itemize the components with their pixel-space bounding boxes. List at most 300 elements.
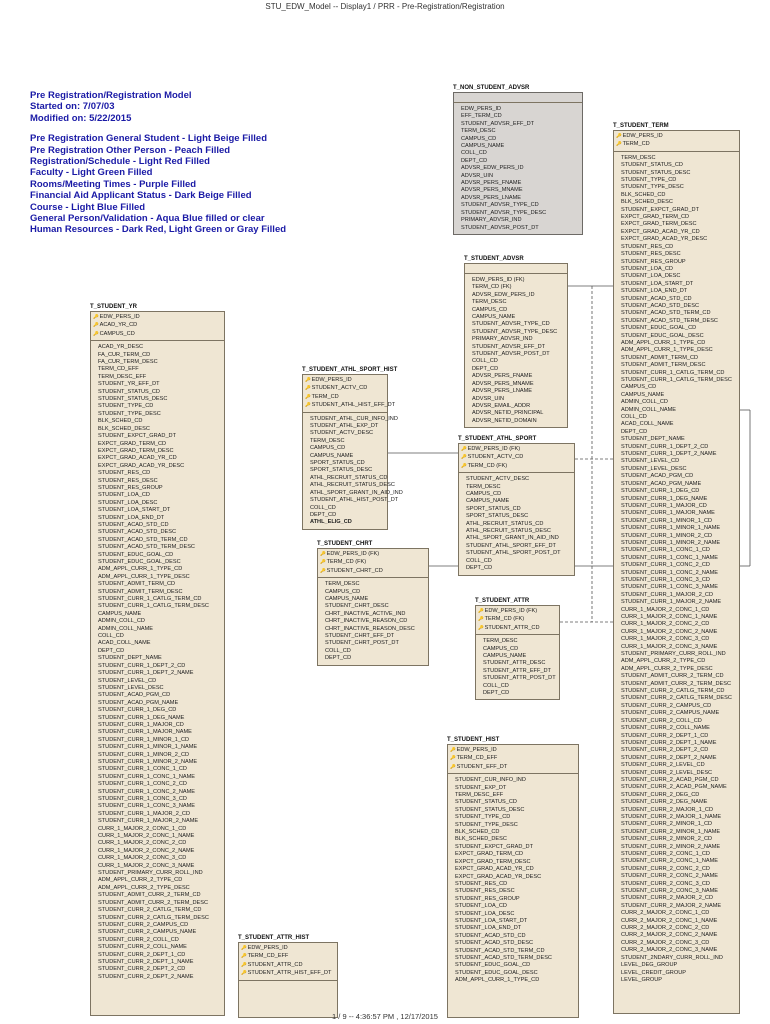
attribute: STUDENT_ATTR_POST_DT bbox=[483, 675, 556, 682]
attribute: STUDENT_LOA_CD bbox=[621, 265, 673, 272]
attribute: STUDENT_CURR_1_CATLG_TERM_CD bbox=[621, 369, 725, 376]
attribute: STUDENT_ADVSR_TYPE_CD bbox=[461, 202, 539, 209]
attribute: CURR_1_MAJOR_2_CONC_2_CD bbox=[621, 621, 710, 628]
attribute: STUDENT_ACAD_STD_TERM_CD bbox=[621, 310, 711, 317]
attribute: STUDENT_PRIMARY_CURR_ROLL_IND bbox=[621, 651, 726, 658]
attribute: STUDENT_CURR_1_DEG_CD bbox=[621, 488, 700, 495]
attribute: TERM_DESC bbox=[621, 154, 656, 161]
legend-color-line: Course - Light Blue Filled bbox=[30, 201, 146, 213]
attribute: STUDENT_STATUS_DESC bbox=[621, 169, 691, 176]
entity-box bbox=[613, 130, 740, 1014]
attribute: STUDENT_CURR_1_CONC_2_NAME bbox=[98, 788, 195, 795]
legend-title-line: Pre Registration/Registration Model bbox=[30, 90, 192, 101]
attribute: EDW_PERS_ID bbox=[461, 106, 502, 112]
attribute: STUDENT_EDUC_GOAL_DESC bbox=[98, 559, 181, 565]
pk-section bbox=[303, 375, 396, 413]
attribute: STUDENT_CURR_1_MAJOR_NAME bbox=[98, 729, 192, 736]
pk-section bbox=[448, 745, 578, 774]
attribute: STUDENT_CURR_1_CATLG_TERM_CD bbox=[98, 596, 202, 603]
attribute: EXPCT_GRAD_ACAD_YR_CD bbox=[621, 228, 700, 235]
attribute: ADVSR_EDW_PERS_ID bbox=[472, 291, 535, 298]
attribute: CAMPUS_CD bbox=[325, 588, 361, 595]
entity-student-attr[interactable] bbox=[475, 597, 560, 700]
entity-title: T_STUDENT_CHRT bbox=[317, 541, 373, 547]
legend-title-line: Modified on: 5/22/2015 bbox=[30, 112, 132, 124]
attribute: STUDENT_CURR_1_CONC_2_CD bbox=[621, 562, 710, 569]
attribute: CURR_1_MAJOR_2_CONC_1_NAME bbox=[98, 833, 195, 840]
attribute: EDW_PERS_ID (FK) bbox=[472, 277, 525, 283]
attribute: STUDENT_RES_DESC bbox=[621, 251, 681, 258]
entity-box bbox=[475, 605, 560, 700]
attribute: ADM_APPL_CURR_2_TYPE_CD bbox=[98, 877, 183, 884]
attribute: CURR_2_MAJOR_2_CONC_2_NAME bbox=[621, 932, 718, 939]
attribute: STUDENT_ATHL_SPORT_POST_DT bbox=[466, 550, 561, 557]
entity-box bbox=[90, 311, 225, 1016]
attribute: STUDENT_ADMIT_CURR_2_TERM_DESC bbox=[98, 899, 209, 906]
attribute: STUDENT_CURR_2_DEPT_1_NAME bbox=[98, 958, 194, 965]
legend-color-line: Financial Aid Applicant Status - Dark Beige Filled bbox=[30, 190, 252, 202]
attribute: ADVSR_NETID_PRINCIPAL bbox=[472, 410, 544, 417]
attr-list bbox=[303, 413, 403, 529]
entity-student-attr-hist[interactable] bbox=[238, 934, 338, 1018]
attribute: FA_CUR_TERM_CD bbox=[98, 351, 151, 358]
attribute: BLK_SCHED_DESC bbox=[98, 425, 150, 432]
legend-color-line: Pre Registration General Student - Light Beige Filled bbox=[30, 133, 268, 145]
attribute: CAMPUS_NAME bbox=[621, 391, 665, 398]
attribute: STUDENT_ADVSR_POST_DT bbox=[461, 224, 539, 231]
attribute: STUDENT_CURR_2_COLL_CD bbox=[98, 936, 179, 943]
legend-title-line: Started on: 7/07/03 bbox=[30, 101, 115, 113]
attribute: STUDENT_CURR_2_COLL_CD bbox=[621, 717, 702, 724]
attribute: STUDENT_CURR_1_DEG_NAME bbox=[621, 495, 708, 502]
attribute: COLL_CD bbox=[310, 504, 336, 511]
attribute: STUDENT_ADVSR_TYPE_CD bbox=[472, 321, 550, 328]
attribute: STUDENT_ATHL_SPORT_EFF_DT bbox=[466, 542, 556, 549]
pk-section bbox=[476, 606, 559, 635]
attribute: DEPT_CD bbox=[98, 647, 125, 654]
attribute: ATHL_ELIG_CD bbox=[310, 519, 352, 526]
pk-attribute: 🔑 ACAD_YR_CD bbox=[93, 321, 224, 329]
pk-attribute: 🔑 EDW_PERS_ID (FK) bbox=[320, 550, 428, 558]
attribute: SPORT_STATUS_DESC bbox=[466, 513, 529, 520]
attribute: STUDENT_CURR_2_DEPT_1_CD bbox=[621, 732, 709, 739]
attribute: CURR_1_MAJOR_2_CONC_3_CD bbox=[621, 636, 710, 643]
attribute: COLL_CD bbox=[472, 358, 498, 365]
attribute: ATHL_RECRUIT_STATUS_CD bbox=[466, 520, 544, 527]
attribute: STUDENT_ATTR_DESC bbox=[483, 660, 546, 667]
attribute: STUDENT_PRIMARY_CURR_ROLL_IND bbox=[98, 870, 203, 877]
attribute: STUDENT_LOA_DESC bbox=[455, 910, 515, 917]
pk-attribute: 🔑 EDW_PERS_ID bbox=[450, 746, 578, 754]
attribute: STUDENT_EDUC_GOAL_DESC bbox=[455, 969, 538, 976]
attribute: CURR_1_MAJOR_2_CONC_3_NAME bbox=[98, 862, 195, 869]
attribute: STUDENT_CURR_2_CAMPUS_NAME bbox=[98, 929, 197, 936]
attr-list bbox=[465, 274, 567, 427]
pk-attribute: 🔑 TERM_CD (FK) bbox=[320, 558, 428, 566]
pk-attribute: 🔑 TERM_CD_EFF bbox=[450, 754, 578, 762]
attribute: TERM_DESC bbox=[325, 581, 360, 588]
attribute: ATHL_RECRUIT_STATUS_DESC bbox=[310, 482, 395, 489]
attribute: STUDENT_CURR_2_CATLG_TERM_CD bbox=[98, 907, 202, 914]
attribute: STUDENT_LOA_START_DT bbox=[98, 507, 171, 514]
attribute: ADMIN_COLL_CD bbox=[621, 399, 668, 406]
attribute: STUDENT_CURR_2_CATLG_TERM_DESC bbox=[621, 695, 732, 702]
attribute: STUDENT_CURR_1_CONC_3_CD bbox=[98, 796, 187, 802]
attribute: DEPT_CD bbox=[621, 428, 648, 435]
attribute: STUDENT_LOA_START_DT bbox=[455, 917, 528, 924]
attribute: STUDENT_CURR_1_DEPT_2_CD bbox=[98, 662, 186, 669]
attribute: STUDENT_CURR_2_CAMPUS_NAME bbox=[621, 710, 720, 717]
attribute: CAMPUS_NAME bbox=[310, 452, 354, 459]
attribute: TERM_CD_EFF bbox=[98, 366, 139, 373]
attribute: DEPT_CD bbox=[325, 655, 352, 662]
attribute: DEPT_CD bbox=[310, 511, 337, 518]
attribute: STUDENT_CURR_2_DEPT_2_CD bbox=[98, 966, 186, 973]
attribute: ATHL_RECRUIT_STATUS_CD bbox=[310, 474, 388, 481]
attribute: STUDENT_CURR_1_MINOR_1_CD bbox=[621, 517, 713, 524]
attr-list bbox=[476, 635, 559, 699]
attribute: STUDENT_CURR_1_CATLG_TERM_DESC bbox=[98, 603, 209, 610]
legend-color-line: Human Resources - Dark Red, Light Green or Gray Filled bbox=[30, 224, 287, 236]
attribute: STUDENT_CURR_1_MINOR_2_CD bbox=[98, 751, 190, 758]
attribute: STUDENT_EXPCT_GRAD_DT bbox=[98, 433, 177, 440]
attribute: STUDENT_TYPE_CD bbox=[621, 177, 677, 184]
attribute: EXPCT_GRAD_ACAD_YR_DESC bbox=[621, 236, 708, 243]
attribute: STUDENT_ADVSR_TYPE_DESC bbox=[461, 209, 547, 216]
legend-color-line: General Person/Validation - Aqua Blue filled or clear bbox=[30, 213, 265, 225]
pk-section bbox=[465, 264, 567, 274]
attribute: STUDENT_ATTR_EFF_DT bbox=[483, 667, 551, 674]
attribute: STUDENT_LEVEL_DESC bbox=[98, 684, 164, 691]
attribute: ADMIN_COLL_CD bbox=[98, 618, 145, 625]
attribute: STUDENT_EDUC_GOAL_CD bbox=[621, 325, 697, 332]
attribute: STUDENT_ACAD_PGM_CD bbox=[98, 692, 171, 699]
pk-attribute: 🔑 EDW_PERS_ID (FK) bbox=[461, 445, 574, 453]
attribute: COLL_CD bbox=[98, 633, 124, 640]
attribute: EXPCT_GRAD_TERM_DESC bbox=[455, 858, 531, 865]
attribute: STUDENT_CURR_1_MAJOR_CD bbox=[98, 721, 184, 728]
attribute: STUDENT_ACTV_DESC bbox=[310, 430, 374, 437]
attribute: STUDENT_EDUC_GOAL_DESC bbox=[621, 332, 704, 339]
attribute: ADM_APPL_CURR_1_TYPE_DESC bbox=[621, 347, 713, 354]
attribute: STUDENT_EXP_DT bbox=[455, 784, 507, 791]
attribute: STUDENT_LOA_CD bbox=[455, 903, 507, 910]
attribute: STUDENT_TYPE_DESC bbox=[621, 184, 684, 191]
entity-title: T_STUDENT_ATHL_SPORT bbox=[458, 436, 537, 442]
attribute: BLK_SCHED_CD bbox=[455, 829, 500, 836]
attribute: EXPCT_GRAD_ACAD_YR_DESC bbox=[98, 462, 185, 469]
entity-box bbox=[447, 744, 579, 1018]
attribute: STUDENT_RES_GROUP bbox=[98, 484, 163, 491]
attribute: EXPCT_GRAD_ACAD_YR_CD bbox=[98, 455, 177, 462]
attribute: STUDENT_CURR_1_MINOR_1_CD bbox=[98, 736, 190, 743]
attribute: STUDENT_CURR_1_MAJOR_2_NAME bbox=[621, 599, 722, 606]
attr-list bbox=[448, 774, 578, 986]
pk-attribute: 🔑 STUDENT_ATTR_CD bbox=[241, 961, 337, 969]
attribute: TERM_DESC bbox=[472, 299, 507, 306]
attribute: STUDENT_CURR_1_CONC_3_NAME bbox=[98, 803, 195, 810]
attribute: CHRT_INACTIVE_REASON_CD bbox=[325, 618, 408, 625]
attribute: PRIMARY_ADVSR_IND bbox=[472, 336, 533, 343]
legend-color-line: Registration/Schedule - Light Red Filled bbox=[30, 156, 210, 168]
attribute: BLK_SCHED_DESC bbox=[621, 199, 673, 206]
attribute: EXPCT_GRAD_TERM_CD bbox=[621, 214, 690, 221]
attribute: STUDENT_ACAD_PGM_CD bbox=[621, 473, 694, 480]
page-footer: 1 / 9 -- 4:36:57 PM , 12/17/2015 bbox=[332, 1012, 438, 1021]
entity-student-hist[interactable] bbox=[447, 736, 579, 1018]
entity-title: T_STUDENT_ATTR bbox=[475, 598, 530, 604]
attribute: STUDENT_ACAD_STD_TERM_DESC bbox=[98, 544, 195, 551]
pk-attribute: 🔑 STUDENT_EFF_DT bbox=[450, 763, 578, 771]
attribute: STUDENT_CURR_2_CAMPUS_CD bbox=[98, 921, 189, 928]
attribute: STUDENT_TYPE_CD bbox=[98, 403, 154, 410]
attribute: STUDENT_ADMIT_CURR_2_TERM_DESC bbox=[621, 680, 732, 687]
entity-box bbox=[458, 443, 575, 576]
attribute: CURR_2_MAJOR_2_CONC_2_CD bbox=[621, 925, 710, 932]
attribute: TERM_DESC bbox=[461, 128, 496, 135]
attribute: STUDENT_CURR_1_DEG_NAME bbox=[98, 714, 185, 721]
attribute: DEPT_CD bbox=[461, 157, 488, 164]
attribute: ADVSR_PERS_LNAME bbox=[472, 388, 532, 395]
attribute: STUDENT_CURR_1_CONC_2_CD bbox=[98, 781, 187, 788]
attribute: STUDENT_CURR_1_MINOR_1_NAME bbox=[98, 744, 198, 751]
attribute: DEPT_CD bbox=[472, 365, 499, 372]
attribute: STUDENT_CURR_1_MAJOR_2_CD bbox=[98, 810, 191, 817]
attribute: STUDENT_RES_GROUP bbox=[455, 895, 520, 902]
attribute: STUDENT_CURR_2_MINOR_1_CD bbox=[621, 821, 713, 828]
attribute: ADVSR_NETID_DOMAIN bbox=[472, 417, 537, 424]
attribute: DEPT_CD bbox=[466, 565, 493, 572]
attribute: STUDENT_CURR_1_CONC_2_NAME bbox=[621, 569, 718, 576]
attribute: STUDENT_CUR_INFO_IND bbox=[455, 777, 526, 784]
pk-section bbox=[239, 943, 337, 981]
entity-student-yr[interactable] bbox=[90, 303, 225, 1016]
pk-attribute: 🔑 TERM_CD bbox=[305, 393, 387, 401]
attribute: ACAD_COLL_NAME bbox=[98, 640, 151, 647]
attribute: SPORT_STATUS_DESC bbox=[310, 467, 373, 474]
attribute: STUDENT_ADMIT_TERM_DESC bbox=[98, 588, 183, 595]
entity-student-term[interactable] bbox=[613, 122, 740, 1014]
attribute: STUDENT_ACAD_STD_TERM_CD bbox=[455, 947, 545, 954]
attr-list bbox=[91, 341, 224, 983]
entity-student-advsr[interactable] bbox=[464, 255, 568, 428]
pk-attribute: 🔑 EDW_PERS_ID (FK) bbox=[478, 607, 559, 615]
attribute: STUDENT_LOA_END_DT bbox=[98, 514, 165, 521]
attribute: STUDENT_CURR_2_LEVEL_DESC bbox=[621, 769, 713, 776]
attribute: CHRT_INACTIVE_REASON_DESC bbox=[325, 625, 415, 632]
attribute: STUDENT_TYPE_DESC bbox=[455, 821, 518, 828]
attribute: CURR_1_MAJOR_2_CONC_1_CD bbox=[98, 825, 187, 832]
attribute: ACAD_COLL_NAME bbox=[621, 421, 674, 428]
pk-attribute: 🔑 STUDENT_ATTR_HIST_EFF_DT bbox=[241, 969, 337, 977]
attribute: STUDENT_CURR_2_MAJOR_1_NAME bbox=[621, 813, 722, 820]
attribute: TERM_DESC bbox=[466, 483, 501, 490]
entity-title: T_NON_STUDENT_ADVSR bbox=[453, 85, 530, 91]
attribute: CAMPUS_NAME bbox=[483, 653, 527, 660]
attribute: LEVEL_DEG_GROUP bbox=[621, 962, 678, 969]
entity-student-athl-sport[interactable] bbox=[458, 435, 575, 576]
entity-student-athl-sport-hist[interactable] bbox=[302, 366, 403, 530]
attribute: STUDENT_CURR_2_MINOR_1_NAME bbox=[621, 828, 721, 835]
attribute: STUDENT_LEVEL_CD bbox=[621, 458, 680, 465]
attribute: COLL_CD bbox=[621, 414, 647, 421]
attribute: STUDENT_CURR_1_CONC_1_NAME bbox=[621, 554, 718, 561]
pk-attribute: 🔑 STUDENT_ACTV_CD bbox=[305, 384, 387, 392]
legend-color-line: Pre Registration Other Person - Peach Filled bbox=[30, 144, 231, 156]
attribute: STUDENT_CURR_2_DEPT_1_CD bbox=[98, 951, 186, 958]
attribute: STUDENT_CURR_2_CONC_3_NAME bbox=[621, 888, 718, 895]
attribute: STUDENT_ACAD_PGM_NAME bbox=[621, 480, 702, 487]
entity-non-student-advsr[interactable] bbox=[453, 84, 583, 235]
attribute: CAMPUS_NAME bbox=[461, 143, 505, 150]
attribute: STUDENT_CHRT_DESC bbox=[325, 603, 389, 610]
attribute: STUDENT_CURR_2_CONC_1_NAME bbox=[621, 858, 718, 865]
attribute: ADM_APPL_CURR_2_TYPE_DESC bbox=[98, 884, 190, 891]
attribute: ADVSR_UIN bbox=[461, 172, 494, 179]
attribute: CAMPUS_CD bbox=[310, 445, 346, 452]
attribute: STUDENT_CURR_2_ACAD_PGM_NAME bbox=[621, 784, 727, 791]
attribute: CURR_1_MAJOR_2_CONC_3_NAME bbox=[621, 643, 718, 650]
page-header: STU_EDW_Model -- Display1 / PRR - Pre-Registration/Registration bbox=[265, 2, 505, 11]
attribute: STUDENT_RES_CD bbox=[455, 880, 508, 887]
attribute: STUDENT_CURR_2_CAMPUS_CD bbox=[621, 702, 712, 709]
attribute: STUDENT_RES_CD bbox=[621, 243, 674, 250]
attribute: STUDENT_LOA_DESC bbox=[621, 273, 681, 280]
attribute: ADVSR_PERS_MNAME bbox=[472, 380, 534, 387]
attribute: STUDENT_CURR_2_DEPT_1_NAME bbox=[621, 739, 717, 746]
attribute: STUDENT_EXPCT_GRAD_DT bbox=[455, 843, 534, 850]
attribute: STUDENT_ACAD_STD_DESC bbox=[98, 529, 177, 536]
attribute: STUDENT_LOA_END_DT bbox=[621, 288, 688, 295]
attribute: STUDENT_LEVEL_DESC bbox=[621, 465, 687, 472]
attribute: STUDENT_2NDARY_CURR_ROLL_IND bbox=[621, 954, 723, 961]
attribute: STUDENT_CURR_2_CONC_3_CD bbox=[621, 880, 710, 887]
attribute: STUDENT_EDUC_GOAL_CD bbox=[455, 962, 531, 969]
attribute: SPORT_STATUS_CD bbox=[310, 460, 365, 467]
attribute: STUDENT_CURR_1_CONC_3_NAME bbox=[621, 584, 718, 591]
attribute: CAMPUS_CD bbox=[466, 491, 502, 498]
pk-attribute: 🔑 STUDENT_ATTR_CD bbox=[478, 624, 559, 632]
attribute: DEPT_CD bbox=[483, 690, 510, 697]
attribute: ADVSR_PERS_FNAME bbox=[472, 373, 533, 380]
attribute: EXPCT_GRAD_TERM_CD bbox=[98, 440, 167, 447]
pk-attribute: 🔑 STUDENT_CHRT_CD bbox=[320, 567, 428, 575]
attribute: CURR_1_MAJOR_2_CONC_2_NAME bbox=[98, 847, 195, 854]
attribute: STUDENT_LOA_DESC bbox=[98, 499, 158, 506]
attribute: STUDENT_CURR_1_CONC_1_CD bbox=[621, 547, 710, 554]
entity-box bbox=[317, 548, 429, 666]
attribute: STUDENT_CURR_1_CONC_3_CD bbox=[621, 576, 710, 583]
attribute: ADMIN_COLL_NAME bbox=[98, 625, 154, 632]
pk-attribute: 🔑 EDW_PERS_ID bbox=[93, 313, 224, 321]
pk-attribute: 🔑 TERM_CD (FK) bbox=[478, 615, 559, 623]
attribute: STUDENT_CURR_1_MINOR_2_NAME bbox=[98, 758, 198, 765]
attribute: STUDENT_EDUC_GOAL_CD bbox=[98, 551, 174, 558]
attribute: CAMPUS_CD bbox=[461, 135, 497, 142]
attribute: STUDENT_ATHL_EXP_DT bbox=[310, 423, 379, 430]
attribute: STUDENT_STATUS_CD bbox=[98, 388, 160, 395]
attribute: ATHL_SPORT_GRANT_IN_AID_IND bbox=[466, 535, 559, 542]
attribute: ADVSR_UIN bbox=[472, 395, 505, 402]
attribute: CAMPUS_NAME bbox=[325, 596, 369, 603]
attribute: STUDENT_CURR_1_CONC_1_NAME bbox=[98, 773, 195, 780]
attribute: STUDENT_STATUS_CD bbox=[621, 162, 683, 169]
attribute: STUDENT_ACAD_PGM_NAME bbox=[98, 699, 179, 706]
attribute: TERM_DESC_EFF bbox=[455, 792, 504, 799]
attribute: STUDENT_LOA_CD bbox=[98, 492, 150, 499]
pk-section bbox=[91, 312, 224, 341]
attribute: STUDENT_ACAD_STD_DESC bbox=[455, 940, 534, 947]
attribute: STUDENT_EXPCT_GRAD_DT bbox=[621, 206, 700, 213]
attribute: CAMPUS_CD bbox=[621, 384, 657, 391]
attribute: STUDENT_CURR_2_CATLG_TERM_DESC bbox=[98, 914, 209, 921]
attribute: ADM_APPL_CURR_1_TYPE_CD bbox=[455, 977, 540, 984]
legend-color-line: Rooms/Meeting Times - Purple Filled bbox=[30, 178, 197, 190]
attribute: ADM_APPL_CURR_2_TYPE_CD bbox=[621, 658, 706, 665]
attribute: STUDENT_CURR_2_DEPT_2_NAME bbox=[98, 973, 194, 980]
entity-title: T_STUDENT_ATHL_SPORT_HIST bbox=[302, 367, 398, 373]
attribute: TERM_CD (FK) bbox=[472, 284, 512, 291]
attribute: ADVSR_EMAIL_ADDR bbox=[472, 402, 531, 409]
attribute: STUDENT_ACAD_STD_DESC bbox=[621, 302, 700, 309]
attribute: EXPCT_GRAD_ACAD_YR_CD bbox=[455, 866, 534, 873]
attribute: STUDENT_RES_GROUP bbox=[621, 258, 686, 265]
pk-section bbox=[318, 549, 428, 578]
attribute: ATHL_RECRUIT_STATUS_DESC bbox=[466, 528, 551, 535]
entity-title: T_STUDENT_YR bbox=[90, 304, 138, 310]
attribute: STUDENT_CURR_2_MAJOR_2_NAME bbox=[621, 902, 722, 909]
attribute: STUDENT_CURR_2_COLL_NAME bbox=[621, 725, 710, 732]
attribute: TERM_DESC bbox=[483, 638, 518, 645]
attribute: STUDENT_ACAD_STD_TERM_CD bbox=[98, 536, 188, 543]
attribute: STUDENT_ADVSR_EFF_DT bbox=[472, 343, 546, 350]
entity-student-chrt[interactable] bbox=[317, 540, 429, 666]
pk-attribute: 🔑 CAMPUS_CD bbox=[93, 330, 224, 338]
attribute: STUDENT_ADMIT_CURR_2_TERM_CD bbox=[98, 892, 201, 899]
attribute: STUDENT_CURR_1_DEPT_2_NAME bbox=[621, 451, 717, 458]
attribute: CURR_2_MAJOR_2_CONC_3_CD bbox=[621, 939, 710, 946]
attribute: STUDENT_CURR_1_CONC_1_CD bbox=[98, 766, 187, 773]
attribute: STUDENT_ATHL_HIST_POST_DT bbox=[310, 497, 399, 504]
attribute: CAMPUS_NAME bbox=[472, 314, 516, 321]
attribute: ADM_APPL_CURR_1_TYPE_CD bbox=[621, 339, 706, 346]
attr-list bbox=[459, 473, 574, 574]
entity-title: T_STUDENT_TERM bbox=[613, 123, 669, 129]
attribute: STUDENT_CURR_1_MAJOR_2_NAME bbox=[98, 818, 199, 825]
attribute: STUDENT_LOA_START_DT bbox=[621, 280, 694, 287]
attribute: STUDENT_CURR_1_MINOR_2_CD bbox=[621, 532, 713, 539]
pk-section bbox=[454, 93, 582, 103]
attribute: EXPCT_GRAD_TERM_DESC bbox=[621, 221, 697, 228]
pk-attribute: 🔑 EDW_PERS_ID bbox=[616, 132, 739, 140]
attribute: STUDENT_CURR_1_DEPT_2_NAME bbox=[98, 670, 194, 677]
attribute: STUDENT_ACAD_STD_CD bbox=[455, 932, 526, 939]
attribute: STUDENT_RES_CD bbox=[98, 470, 151, 477]
attribute: STUDENT_CURR_2_DEG_CD bbox=[621, 791, 700, 798]
attribute: STUDENT_STATUS_CD bbox=[455, 799, 517, 806]
entity-title: T_STUDENT_ADVSR bbox=[464, 256, 524, 262]
legend-color-line: Faculty - Light Green Filled bbox=[30, 167, 153, 179]
attribute: STUDENT_CHRT_EFF_DT bbox=[325, 633, 395, 640]
pk-section bbox=[459, 444, 574, 473]
attribute: EFF_TERM_CD bbox=[461, 113, 502, 120]
attribute: STUDENT_TYPE_DESC bbox=[98, 410, 161, 417]
attribute: ADVSR_PERS_LNAME bbox=[461, 194, 521, 201]
attribute: STUDENT_CURR_2_DEPT_2_CD bbox=[621, 747, 709, 754]
attribute: STUDENT_LOA_END_DT bbox=[455, 925, 522, 932]
attribute: ADVSR_EDW_PERS_ID bbox=[461, 165, 524, 172]
attribute: STUDENT_CURR_2_ACAD_PGM_CD bbox=[621, 776, 719, 783]
